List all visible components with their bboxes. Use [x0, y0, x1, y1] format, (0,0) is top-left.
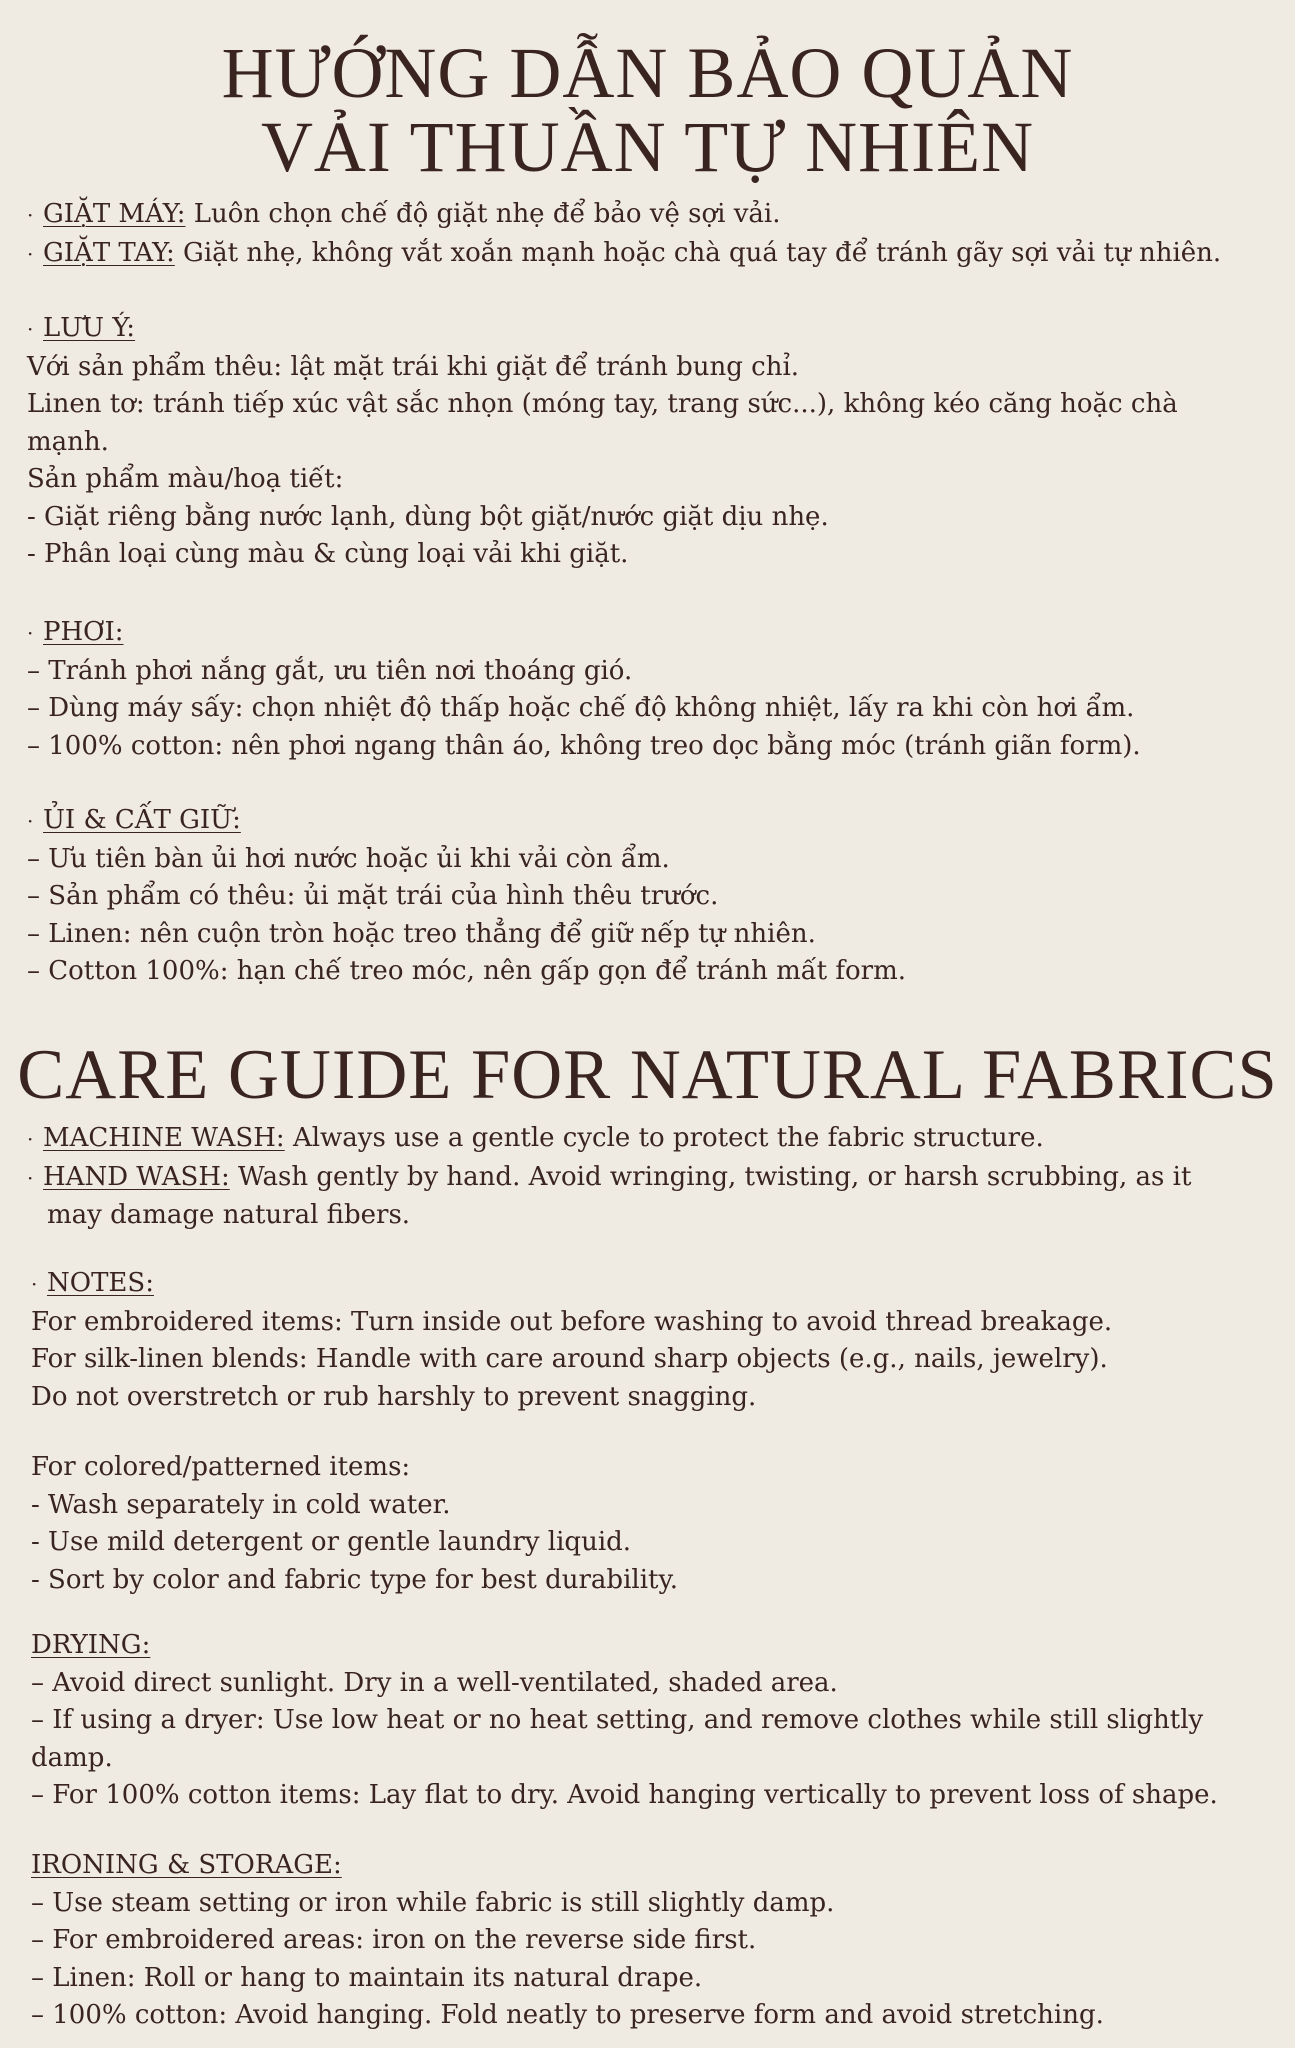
vn-ironing-heading [27, 802, 1272, 841]
en-ironing-line: – Linen: Roll or hang to maintain its natural drape. [31, 1962, 703, 1993]
en-drying-line: – If using a dryer: Use low heat or no heat setting, and remove clothes while still slightly [31, 1705, 1204, 1735]
vn-ironing-line: – Ưu tiên bàn ủi hơi nước hoặc ủi khi vải còn ẩm. [27, 843, 670, 874]
vn-machine-wash-label: GIẶT MÁY: [43, 199, 186, 229]
en-machine-wash-text: Always use a gentle cycle to protect the fabric structure. [284, 1123, 1044, 1153]
vn-notes-line: Linen tơ: tránh tiếp xúc vật sắc nhọn (móng tay, trang sức...), không kéo căng hoặc chà [27, 389, 1178, 419]
en-hand-wash-text-cont: may damage natural fibers. [47, 1200, 411, 1230]
en-ironing-line: – 100% cotton: Avoid hanging. Fold neatly to preserve form and avoid stretching. [31, 2000, 1104, 2030]
vn-notes-line: - Phân loại cùng màu & cùng loại vải khi giặt. [27, 539, 629, 569]
vn-drying-line: – 100% cotton: nên phơi ngang thân áo, không treo dọc bằng móc (tránh giãn form). [27, 730, 1141, 761]
en-ironing-section [31, 1847, 1276, 2035]
vn-drying-heading [27, 614, 1272, 653]
en-drying-section [31, 1627, 1276, 1815]
bullet-icon: · [27, 317, 34, 341]
vn-notes-line: Sản phẩm màu/hoạ tiết: [27, 464, 344, 494]
en-notes-line: For embroidered items: Turn inside out before washing to avoid thread breakage. [31, 1306, 1113, 1337]
en-machine-wash-line [27, 1120, 1272, 1159]
en-title: CARE GUIDE FOR NATURAL FABRICS [17, 1036, 1278, 1114]
en-colored-line: - Sort by color and fabric type for best durability. [31, 1564, 678, 1595]
en-drying-line: – For 100% cotton items: Lay flat to dry. Avoid hanging vertically to prevent loss of shape. [31, 1780, 1218, 1810]
en-ironing-heading [31, 1847, 1276, 1885]
en-notes-section [31, 1265, 1276, 1416]
en-machine-wash-label: MACHINE WASH: [43, 1123, 285, 1153]
bullet-icon: · [27, 621, 34, 645]
vn-drying-line: – Tránh phơi nắng gắt, ưu tiên nơi thoáng gió. [27, 655, 633, 686]
bullet-icon: · [27, 203, 34, 227]
bullet-icon: · [27, 809, 34, 833]
vn-ironing-section [27, 802, 1272, 991]
vn-notes-line: Với sản phẩm thêu: lật mặt trái khi giặt để tránh bung chỉ. [27, 351, 800, 382]
vn-hand-wash-label: GIẶT TAY: [43, 237, 175, 268]
vn-notes-line: mạnh. [27, 426, 109, 457]
en-notes-label: NOTES: [47, 1268, 154, 1298]
en-ironing-label: IRONING & STORAGE: [31, 1850, 342, 1880]
en-drying-heading [31, 1627, 1276, 1665]
vn-ironing-line: – Sản phẩm có thêu: ủi mặt trái của hình thêu trước. [27, 881, 719, 911]
bullet-icon: · [27, 241, 34, 266]
vn-machine-wash-line [27, 196, 1272, 235]
vn-drying-label: PHƠI: [43, 617, 124, 647]
vn-hand-wash-text: Giặt nhẹ, không vắt xoắn mạnh hoặc chà quá tay để tránh gãy sợi vải tự nhiên. [174, 237, 1222, 268]
en-hand-wash-label: HAND WASH: [43, 1161, 230, 1192]
vn-notes-section [27, 310, 1272, 574]
vn-drying-section [27, 614, 1272, 765]
en-colored-line: - Wash separately in cold water. [31, 1489, 451, 1520]
en-colored-section [31, 1449, 1276, 1599]
vn-ironing-line: – Linen: nên cuộn tròn hoặc treo thẳng để giữ nếp tự nhiên. [27, 918, 816, 949]
vn-machine-wash-text: Luôn chọn chế độ giặt nhẹ để bảo vệ sợi vải. [185, 199, 781, 229]
en-drying-label: DRYING: [31, 1630, 151, 1660]
bullet-icon: · [31, 1272, 38, 1296]
en-colored-line: For colored/patterned items: [31, 1452, 411, 1482]
vn-wash-section [27, 196, 1272, 273]
vn-notes-label: LƯU Ý: [43, 313, 136, 343]
en-notes-line: Do not overstretch or rub harshly to prevent snagging. [31, 1381, 757, 1412]
vn-hand-wash-line [27, 235, 1272, 274]
en-ironing-line: – Use steam setting or iron while fabric is still slightly damp. [31, 1887, 835, 1918]
vn-drying-line: – Dùng máy sấy: chọn nhiệt độ thấp hoặc chế độ không nhiệt, lấy ra khi còn hơi ẩm. [27, 693, 1135, 723]
en-wash-section [27, 1120, 1272, 1235]
en-notes-line: For silk-linen blends: Handle with care around sharp objects (e.g., nails, jewelry). [31, 1344, 1108, 1374]
en-hand-wash-line [27, 1159, 1272, 1198]
en-notes-heading [31, 1265, 1276, 1304]
bullet-icon: · [27, 1165, 34, 1190]
en-ironing-line: – For embroidered areas: iron on the reverse side first. [31, 1925, 757, 1955]
en-colored-line: - Use mild detergent or gentle laundry liquid. [31, 1527, 632, 1557]
vn-notes-line: - Giặt riêng bằng nước lạnh, dùng bột giặt/nước giặt dịu nhẹ. [27, 501, 829, 532]
en-hand-wash-text: Wash gently by hand. Avoid wringing, twisting, or harsh scrubbing, as it [229, 1161, 1192, 1192]
en-drying-line: damp. [31, 1742, 113, 1773]
en-drying-line: – Avoid direct sunlight. Dry in a well-ventilated, shaded area. [31, 1667, 838, 1698]
vn-ironing-label: ỦI & CẤT GIỮ: [43, 805, 241, 835]
vn-title-line1: HƯỚNG DẪN BẢO QUẢN [221, 33, 1074, 113]
vn-ironing-line: – Cotton 100%: hạn chế treo móc, nên gấp gọn để tránh mất form. [27, 956, 907, 986]
vn-title-line2: VẢI THUẦN TỰ NHIÊN [260, 107, 1035, 187]
vn-notes-heading [27, 310, 1272, 349]
bullet-icon: · [27, 1127, 34, 1151]
